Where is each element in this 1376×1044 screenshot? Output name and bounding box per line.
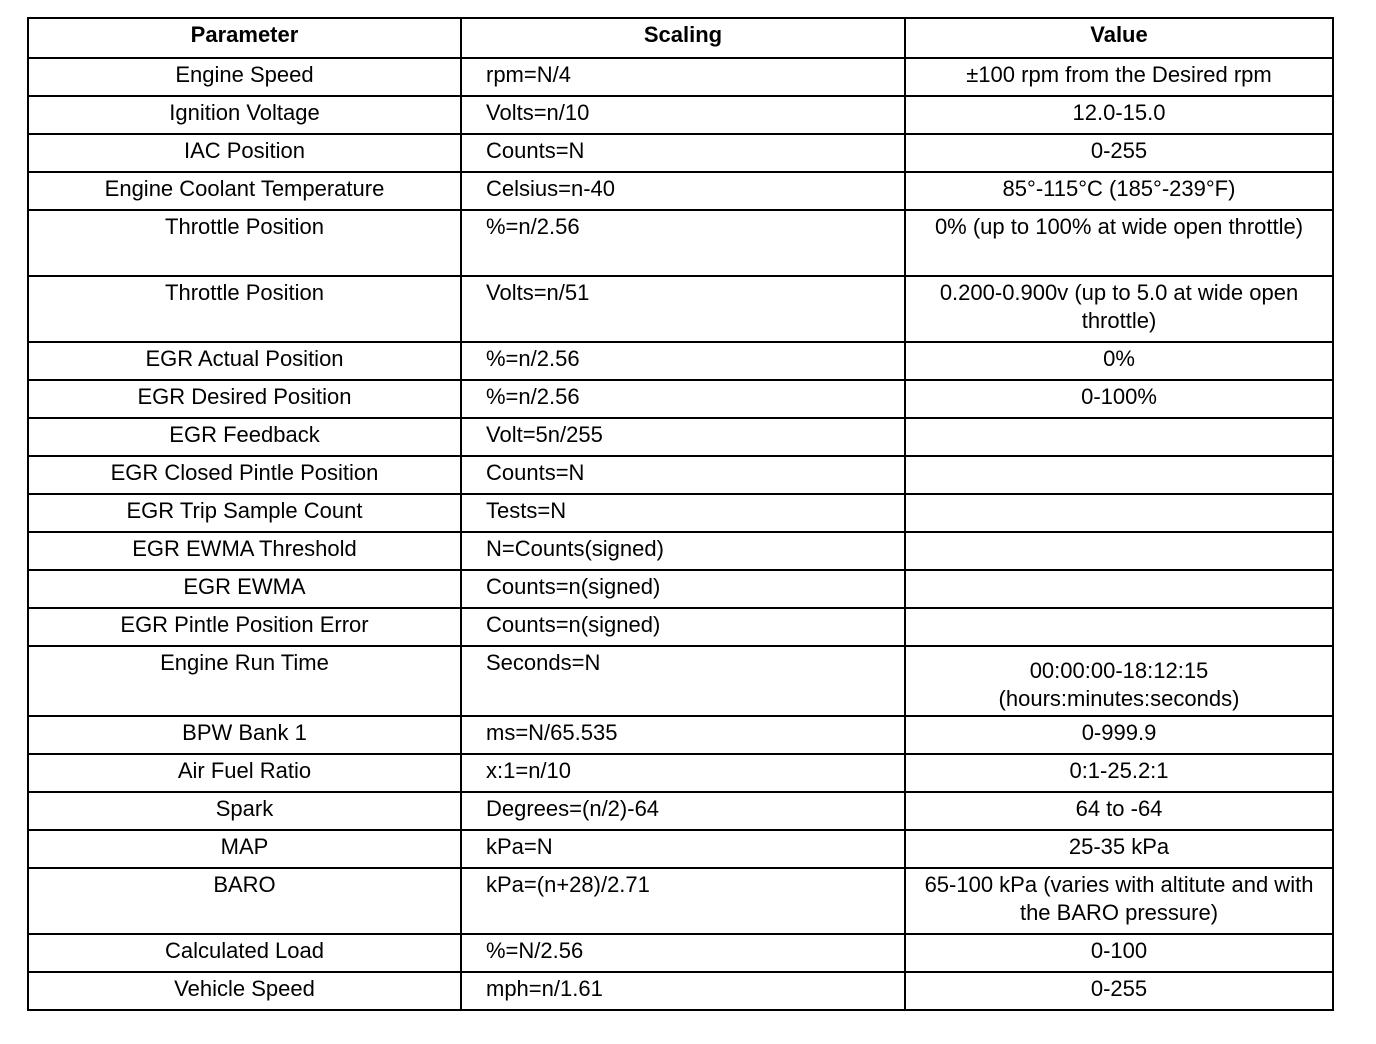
parameter-cell: Engine Coolant Temperature (28, 172, 461, 210)
table-row (28, 134, 1333, 172)
parameter-cell: Air Fuel Ratio (28, 754, 461, 792)
parameter-cell: IAC Position (28, 134, 461, 172)
table-row (28, 342, 1333, 380)
parameter-cell: Vehicle Speed (28, 972, 461, 1010)
parameter-cell: EGR Feedback (28, 418, 461, 456)
parameter-cell: Spark (28, 792, 461, 830)
scaling-cell: Counts=n(signed) (461, 608, 905, 646)
parameter-cell: EGR Pintle Position Error (28, 608, 461, 646)
parameter-cell: Calculated Load (28, 934, 461, 972)
parameter-cell: EGR Closed Pintle Position (28, 456, 461, 494)
header-value: Value (905, 18, 1333, 58)
value-cell: 12.0-15.0 (905, 96, 1333, 134)
parameter-cell: MAP (28, 830, 461, 868)
header-scaling: Scaling (461, 18, 905, 58)
table-row (28, 172, 1333, 210)
table-row (28, 532, 1333, 570)
parameter-table (27, 17, 1334, 1011)
table-row (28, 868, 1333, 934)
value-cell: 25-35 kPa (905, 830, 1333, 868)
parameter-cell: Engine Run Time (28, 646, 461, 716)
value-cell: 0% (up to 100% at wide open throttle) (905, 210, 1333, 276)
value-cell (905, 608, 1333, 646)
table-row (28, 754, 1333, 792)
table-row (28, 646, 1333, 716)
scaling-cell: %=n/2.56 (461, 210, 905, 276)
parameter-cell: EGR EWMA Threshold (28, 532, 461, 570)
table-row (28, 380, 1333, 418)
parameter-cell: EGR EWMA (28, 570, 461, 608)
value-cell: 64 to -64 (905, 792, 1333, 830)
value-cell (905, 570, 1333, 608)
scaling-cell: Volt=5n/255 (461, 418, 905, 456)
table-row (28, 58, 1333, 96)
scaling-cell: mph=n/1.61 (461, 972, 905, 1010)
value-cell: 0-999.9 (905, 716, 1333, 754)
parameter-cell: Throttle Position (28, 210, 461, 276)
scaling-cell: Tests=N (461, 494, 905, 532)
scaling-cell: %=n/2.56 (461, 342, 905, 380)
value-cell: 0-100 (905, 934, 1333, 972)
table-row (28, 418, 1333, 456)
table-row (28, 456, 1333, 494)
value-cell: ±100 rpm from the Desired rpm (905, 58, 1333, 96)
parameter-cell: Throttle Position (28, 276, 461, 342)
table-row (28, 96, 1333, 134)
scaling-cell: %=N/2.56 (461, 934, 905, 972)
table-row (28, 716, 1333, 754)
parameter-cell: Ignition Voltage (28, 96, 461, 134)
table-row (28, 972, 1333, 1010)
value-cell: 85°-115°C (185°-239°F) (905, 172, 1333, 210)
scaling-cell: Counts=N (461, 456, 905, 494)
scaling-cell: kPa=N (461, 830, 905, 868)
scaling-cell: Degrees=(n/2)-64 (461, 792, 905, 830)
table-row (28, 210, 1333, 276)
table-row (28, 830, 1333, 868)
parameter-cell: BPW Bank 1 (28, 716, 461, 754)
header-parameter: Parameter (28, 18, 461, 58)
parameter-cell: Engine Speed (28, 58, 461, 96)
scaling-cell: Counts=n(signed) (461, 570, 905, 608)
scaling-cell: Volts=n/10 (461, 96, 905, 134)
value-cell: 0.200-0.900v (up to 5.0 at wide open throttle) (905, 276, 1333, 342)
table-row (28, 570, 1333, 608)
value-cell: 0% (905, 342, 1333, 380)
scaling-cell: ms=N/65.535 (461, 716, 905, 754)
value-cell (905, 532, 1333, 570)
scaling-cell: x:1=n/10 (461, 754, 905, 792)
value-cell: 0-255 (905, 972, 1333, 1010)
scaling-cell: %=n/2.56 (461, 380, 905, 418)
scaling-cell: Seconds=N (461, 646, 905, 716)
value-cell: 0:1-25.2:1 (905, 754, 1333, 792)
parameter-cell: EGR Trip Sample Count (28, 494, 461, 532)
value-cell: 0-100% (905, 380, 1333, 418)
scaling-cell: Counts=N (461, 134, 905, 172)
value-cell: 65-100 kPa (varies with altitute and with the BARO pressure) (905, 868, 1333, 934)
scaling-cell: Volts=n/51 (461, 276, 905, 342)
value-cell (905, 456, 1333, 494)
value-cell: 00:00:00-18:12:15 (hours:minutes:seconds) (905, 646, 1333, 716)
table-row (28, 608, 1333, 646)
table-row (28, 494, 1333, 532)
table-row (28, 934, 1333, 972)
parameter-cell: EGR Actual Position (28, 342, 461, 380)
header-row (28, 18, 1333, 58)
scaling-cell: Celsius=n-40 (461, 172, 905, 210)
table-row (28, 276, 1333, 342)
parameter-cell: BARO (28, 868, 461, 934)
value-cell: 0-255 (905, 134, 1333, 172)
scaling-cell: kPa=(n+28)/2.71 (461, 868, 905, 934)
table-row (28, 792, 1333, 830)
parameter-cell: EGR Desired Position (28, 380, 461, 418)
scaling-cell: rpm=N/4 (461, 58, 905, 96)
scaling-cell: N=Counts(signed) (461, 532, 905, 570)
value-cell (905, 494, 1333, 532)
value-cell (905, 418, 1333, 456)
